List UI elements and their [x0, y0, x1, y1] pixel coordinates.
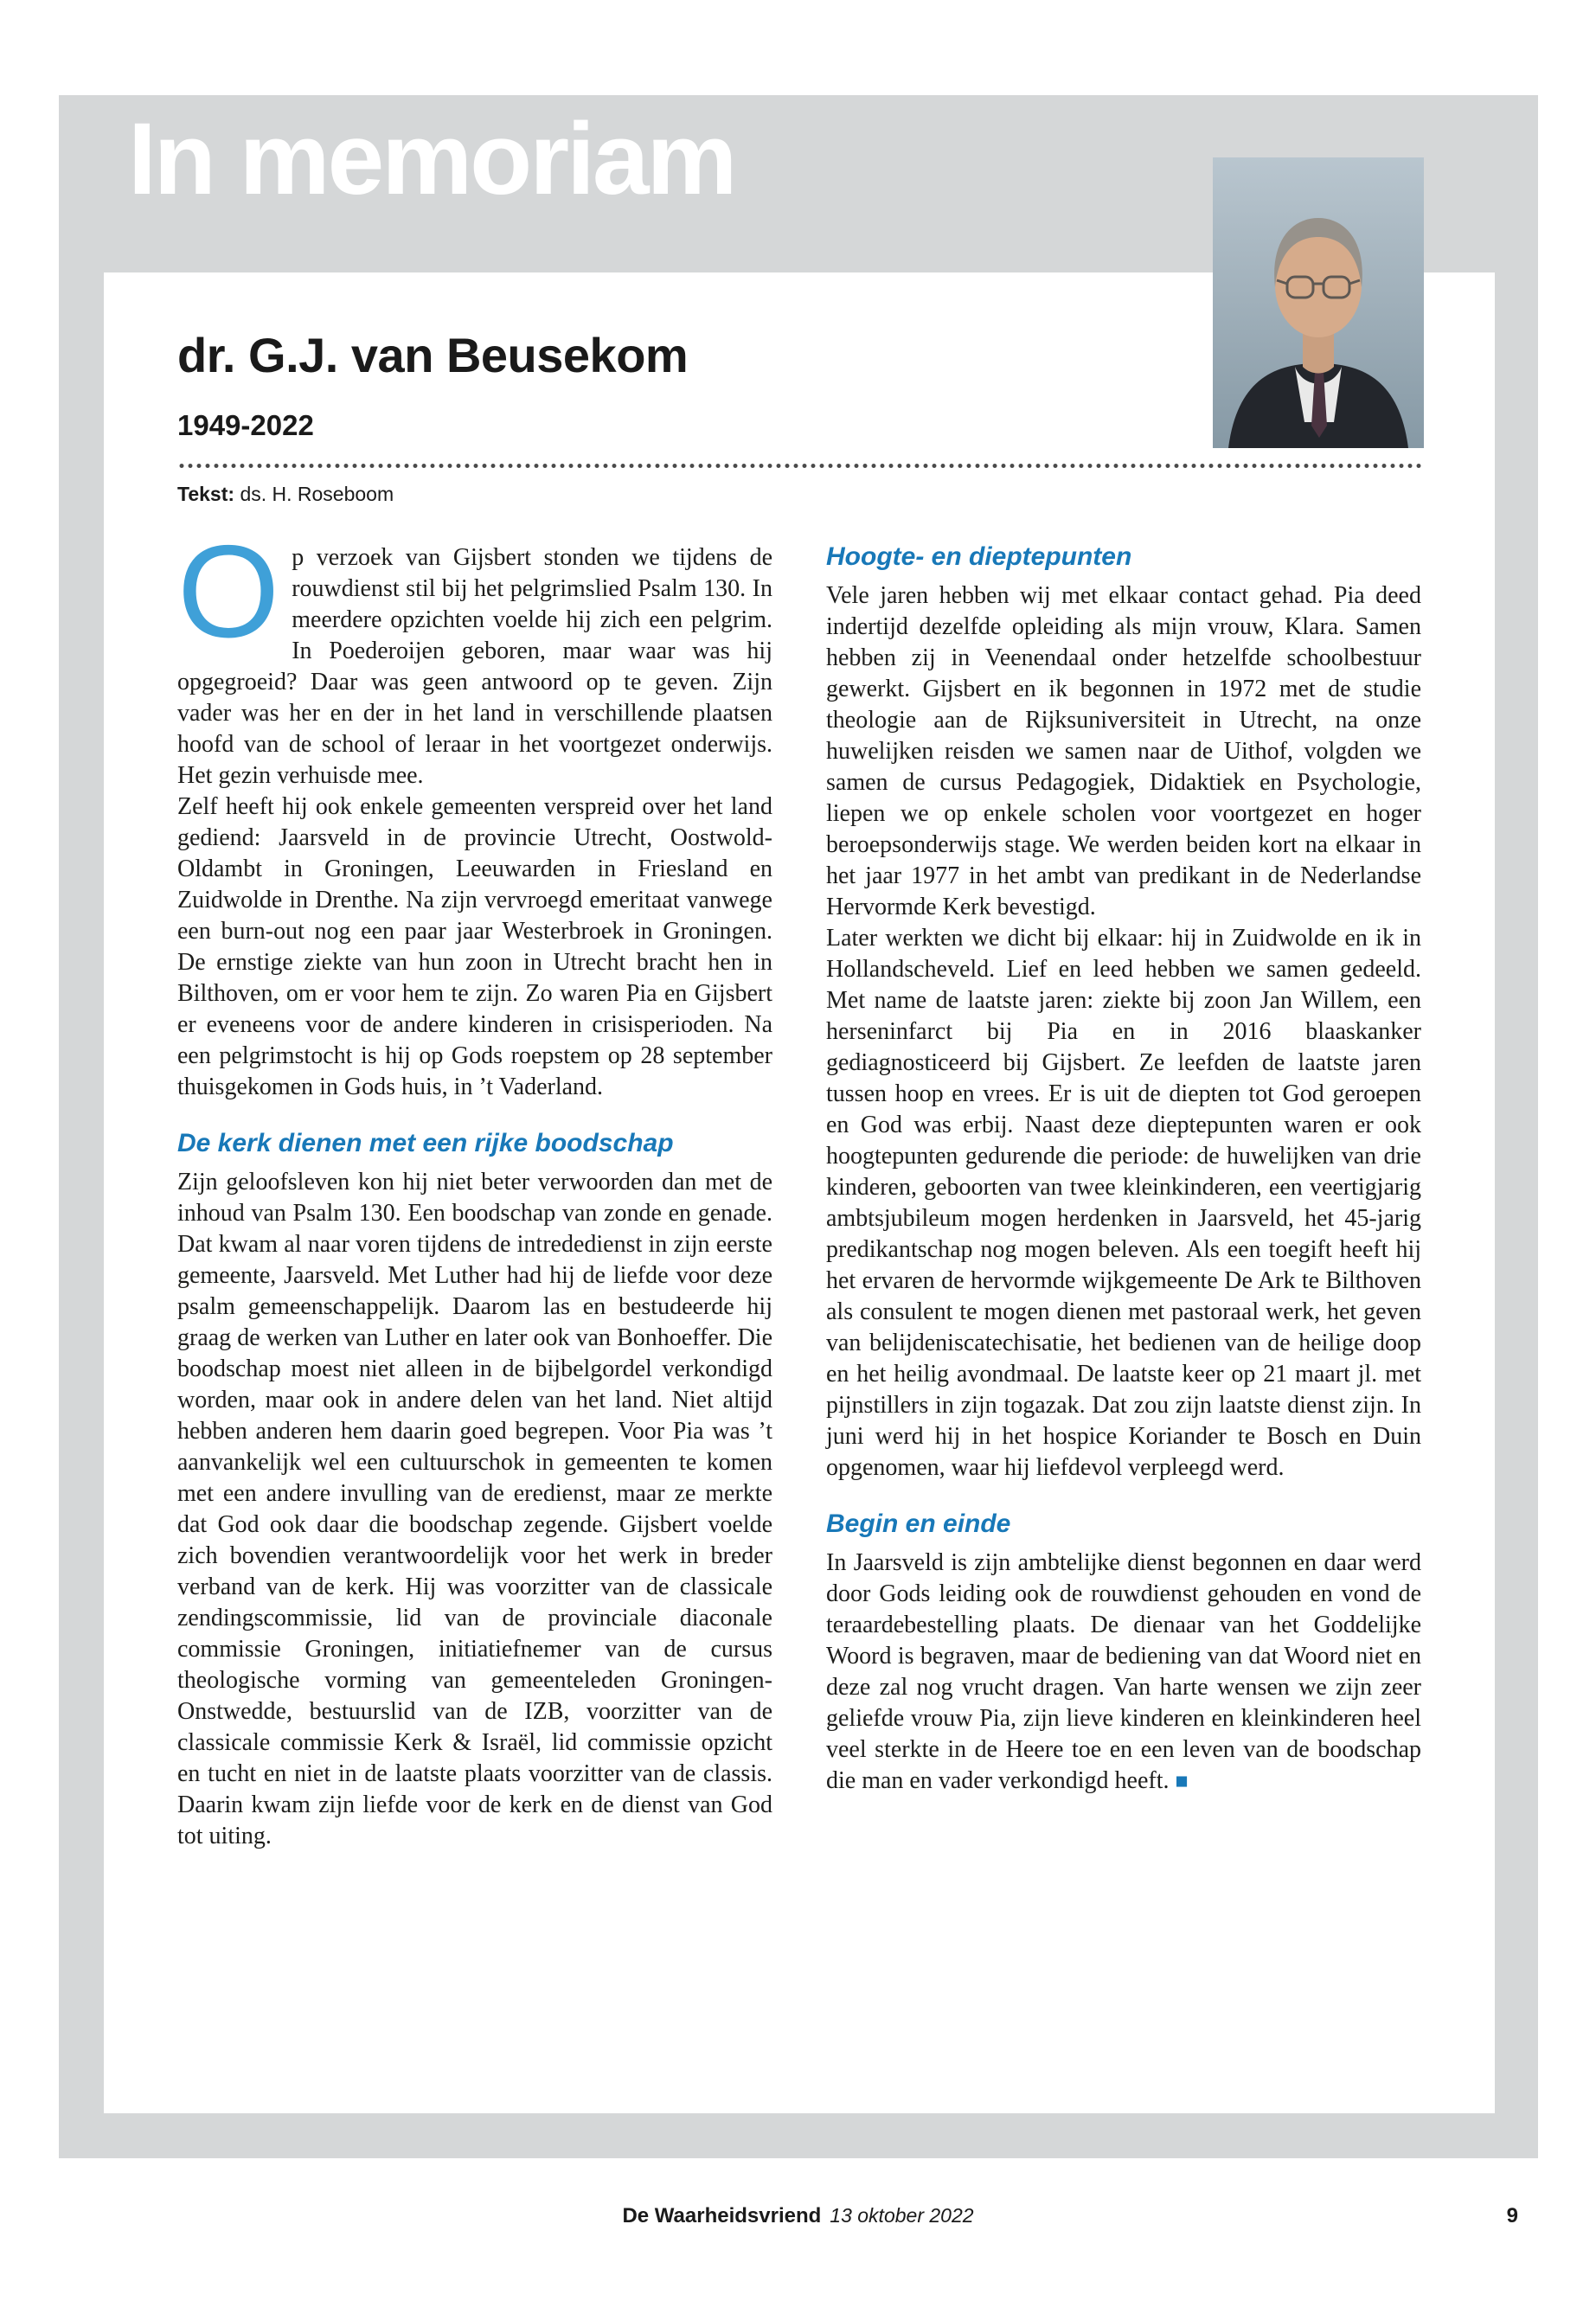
- section-heading: De kerk dienen met een rijke boodschap: [177, 1129, 674, 1157]
- end-mark: ■: [1175, 1769, 1189, 1793]
- article-frame: [59, 95, 1538, 2158]
- article-subtitle: dr. G.J. van Beusekom: [177, 328, 689, 382]
- byline-label: Tekst:: [177, 483, 235, 505]
- column-2: [826, 542, 1421, 1852]
- dotted-separator: [177, 463, 1421, 469]
- section-heading: Hoogte- en dieptepunten: [826, 542, 1132, 571]
- page-title: In memoriam: [128, 102, 735, 216]
- paragraph-text: In Jaarsveld is zijn ambtelijke dienst begonnen en daar werd door Gods leiding ook de rouwdienst gehouden en vond de teraardebestelling plaats. De dienaar van het Goddelijke Woord is begraven, maar de bediening van dat Woord niet en deze zal nog vrucht dragen. Van harte wensen we zijn zeer geliefde vrouw Pia, zijn lieve kinderen en kleinkinderen heel veel sterkte in de Heere toe en een leven van de boodschap die man en vader verkondigd heeft.: [826, 1549, 1421, 1794]
- page-number: 9: [1506, 2204, 1518, 2227]
- byline: [177, 483, 1421, 506]
- article-columns: [177, 518, 1421, 1852]
- closing-paragraph: [826, 1548, 1421, 1797]
- article-body-panel: [104, 272, 1495, 2113]
- page-footer: [0, 2204, 1596, 2228]
- footer-magazine: De Waarheidsvriend: [622, 2204, 822, 2227]
- dropcap: O: [177, 518, 280, 665]
- footer-date: 13 oktober 2022: [830, 2204, 974, 2227]
- lead-paragraph: [177, 518, 772, 792]
- paragraph: Zelf heeft hij ook enkele gemeenten verspreid over het land gediend: Jaarsveld in de provincie Utrecht, Oostwold-Oldambt in Groningen, Leeuwarden in Friesland en Zuidwolde in Drenthe. Na zijn vervroegd emeritaat vanwege een burn-out nog een paar jaar Westerbroek in Groningen. De ernstige ziekte van hun zoon in Utrecht bracht hen in Bilthoven, om er voor hem te zijn. Zo waren Pia en Gijsbert er eveneens voor de andere kinderen in crisisperioden. Na een pelgrimstocht is hij op Gods roepstem op 28 september thuisgekomen in Gods huis, in ’t Vaderland.: [177, 793, 772, 1100]
- byline-name: ds. H. Roseboom: [240, 483, 394, 505]
- section-heading: Begin en einde: [826, 1509, 1011, 1538]
- portrait-illustration: [1213, 157, 1424, 448]
- life-years: 1949-2022: [177, 409, 314, 441]
- paragraph: Vele jaren hebben wij met elkaar contact gehad. Pia deed indertijd dezelfde opleiding als mijn vrouw, Klara. Samen hebben zij in Veenendaal onder hetzelfde schoolbestuur gewerkt. Gijsbert en ik begonnen in 1972 met de studie theologie aan de Rijksuniversiteit in Utrecht, na onze huwelijken reisden we samen naar de Uithof, volgden we samen de cursus Pedagogiek, Didaktiek en Psychologie, liepen we op enkele scholen voor voortgezet en hoger beroepsonderwijs stage. We werden beiden kort na elkaar in het jaar 1977 in het ambt van predikant in de Nederlandse Hervormde Kerk bevestigd.: [826, 582, 1421, 920]
- portrait-photo: [1213, 157, 1424, 448]
- paragraph: Zijn geloofsleven kon hij niet beter verwoorden dan met de inhoud van Psalm 130. Een boodschap van zonde en genade. Dat kwam al naar voren tijdens de intrededienst in zijn eerste gemeente, Jaarsveld. Met Luther had hij de liefde voor deze psalm gemeenschappelijk. Daarom las en bestudeerde hij graag de werken van Luther en later ook van Bonhoeffer. Die boodschap moest niet alleen in de bijbelgordel verkondigd worden, maar ook in andere delen van het land. Niet altijd hebben anderen hem daarin goed begrepen. Voor Pia was ’t aanvankelijk wel een cultuurschok in gemeenten te komen met een andere invulling van de eredienst, maar ze merkte dat God ook daar die boodschap zegende. Gijsbert voelde zich bovendien verantwoordelijk voor het werk in breder verband van de kerk. Hij was voorzitter van de classicale zendingscommissie, lid van de provinciale diaconale commissie Groningen, initiatiefnemer van de cursus theologische vorming van gemeenteleden Groningen-Onstwedde, bestuurslid van de IZB, voorzitter van de classicale commissie Kerk & Israël, lid commissie opzicht en tucht en niet in de laatste plaats voorzitter van de classis. Daarin kwam zijn liefde voor de kerk en de dienst van God tot uiting.: [177, 1169, 772, 1849]
- column-1: [177, 518, 772, 1852]
- paragraph-text: p verzoek van Gijsbert stonden we tijdens de rouwdienst stil bij het pelgrimslied Psalm 130. In meerdere opzichten voelde hij zich een pelgrim. In Poederoijen geboren, maar waar was hij opgegroeid? Daar was geen antwoord op te geven. Zijn vader was her en der in het land in verschillende plaatsen hoofd van de school of leraar in het voortgezet onderwijs. Het gezin verhuisde mee.: [177, 544, 772, 789]
- paragraph: Later werkten we dicht bij elkaar: hij in Zuidwolde en ik in Hollandscheveld. Lief en leed hebben we samen gedeeld. Met name de laatste jaren: ziekte bij zoon Jan Willem, een herseninfarct bij Pia en in 2016 blaaskanker gediagnosticeerd bij Gijsbert. Ze leefden de laatste jaren tussen hoop en vrees. Er is uit de diepten tot God geroepen en God was erbij. Naast deze dieptepunten waren er ook hoogtepunten gedurende die periode: de huwelijken van drie kinderen, geboorten van twee kleinkinderen, een veertigjarig ambtsjubileum mogen herdenken in Jaarsveld, het 45-jarig predikantschap nog mogen beleven. Als een toegift heeft hij het ervaren de hervormde wijkgemeente De Ark te Bilthoven als consulent te mogen dienen met pastoraal werk, het geven van belijdeniscatechisatie, het bedienen van de heilige doop en het heilig avondmaal. De laatste keer op 21 maart jl. met pijnstillers in zijn togazak. Dat zou zijn laatste dienst zijn. In juni werd hij in het hospice Koriander te Bosch en Duin opgenomen, waar hij liefdevol verpleegd werd.: [826, 925, 1421, 1481]
